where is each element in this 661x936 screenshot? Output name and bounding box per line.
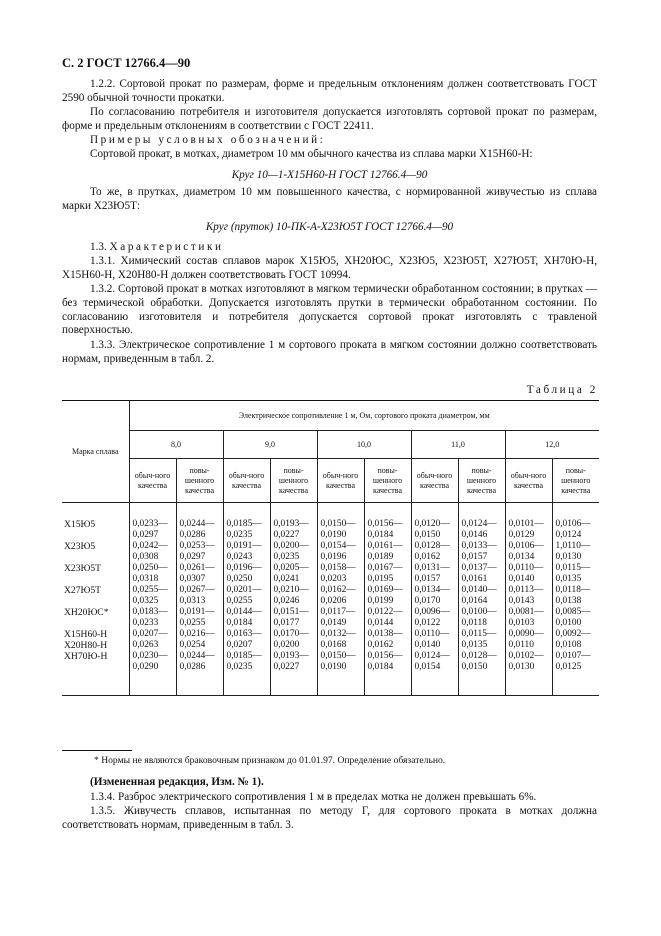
resistance-min: 0,0242— [132, 541, 168, 551]
resistance-max: 0,0189 [367, 552, 394, 562]
resistance-min: 0,0156— [367, 651, 403, 661]
resistance-table [62, 400, 599, 696]
resistance-min: 0,0253— [179, 541, 215, 551]
resistance-min: 0,0118— [555, 585, 591, 595]
resistance-cell [223, 503, 270, 542]
high-quality-header: повы-шенного качества [364, 459, 411, 503]
resistance-cell [458, 541, 505, 563]
resistance-cell [270, 541, 317, 563]
resistance-max: 0,0177 [273, 618, 300, 628]
alloy-grade: Х23Ю5Т [64, 563, 102, 574]
resistance-cell [129, 503, 176, 542]
resistance-max: 0,0286 [179, 530, 206, 540]
resistance-max: 0,0184 [367, 530, 394, 540]
resistance-min: 0,0115— [555, 563, 591, 573]
resistance-min: 0,0128— [461, 651, 497, 661]
resistance-min: 0,0230— [132, 651, 168, 661]
resistance-cell [505, 585, 552, 607]
resistance-min: 0,0193— [273, 519, 309, 529]
amendment-note: (Измененная редакция, Изм. № 1). [90, 776, 264, 788]
resistance-cell [270, 651, 317, 696]
resistance-min: 0,0132— [320, 629, 356, 639]
paragraph-1-2-2-agreement: По согласованию потребителя и изготовителя допускается изготовлять сортовой прокат по размерам, форме и предельным отклонениям в соответствии с ГОСТ 22411. [62, 106, 597, 132]
resistance-cell [364, 629, 411, 651]
resistance-min: 0,0191— [226, 541, 262, 551]
paragraph-1-3-4: 1.3.4. Разброс электрического сопротивления 1 м в пределах мотка не должен превышать 6%. [90, 791, 537, 803]
resistance-cell [270, 563, 317, 585]
resistance-min: 0,0138— [367, 629, 403, 639]
resistance-min: 0,0101— [508, 519, 544, 529]
high-quality-header: повы-шенного качества [552, 459, 599, 503]
resistance-min: 0,0124— [414, 651, 450, 661]
resistance-max: 0,0235 [273, 552, 300, 562]
resistance-min: 0,0250— [132, 563, 168, 573]
resistance-max: 0,0140 [508, 574, 535, 584]
paragraph-1-2-2: 1.2.2. Сортовой прокат по размерам, форме и предельным отклонениям должен соответствовать ГОСТ 2590 обычной точности прокатки. [62, 78, 597, 104]
resistance-max: 0,0135 [555, 574, 582, 584]
resistance-cell [270, 503, 317, 542]
resistance-cell [458, 651, 505, 696]
resistance-cell [552, 651, 599, 696]
diameter-header: 9,0 [223, 431, 317, 459]
resistance-min: 0,0167— [367, 563, 403, 573]
resistance-cell [552, 629, 599, 651]
resistance-cell [176, 607, 223, 629]
diameter-header: 12,0 [505, 431, 599, 459]
resistance-min: 0,0133— [461, 541, 497, 551]
resistance-cell [458, 585, 505, 607]
resistance-max: 0,0150 [414, 530, 441, 540]
resistance-min: 0,0137— [461, 563, 497, 573]
resistance-max: 0,0307 [179, 574, 206, 584]
resistance-min: 0,0100— [461, 607, 497, 617]
resistance-max: 0,0196 [320, 552, 347, 562]
table-row [62, 541, 599, 563]
resistance-max: 0,0203 [320, 574, 347, 584]
resistance-max: 0,0200 [273, 640, 300, 650]
resistance-max: 0,0235 [226, 662, 253, 672]
table-caption: Таблица 2 [526, 384, 598, 396]
resistance-cell [364, 541, 411, 563]
alloy-column-header: Марка сплава [62, 401, 129, 503]
resistance-cell [317, 541, 364, 563]
example-2-text: То же, в прутках, диаметром 10 мм повышенного качества, с нормированной живучестью из сплава марки Х23Ю5Т: [62, 186, 597, 212]
paragraph-1-3-2: 1.3.2. Сортовой прокат в мотках изготовляют в мягком термически обработанном состоянии; в прутках — без термической обработки. Допускается изготовлять прутки в термически обработанном состоянии. По согласованию изготовителя и потребителя допускается сортовой прокат изготовлять с травленой поверхностью. [62, 283, 597, 337]
resistance-cell [364, 585, 411, 607]
resistance-max: 0,0122 [414, 618, 441, 628]
resistance-cell [364, 563, 411, 585]
resistance-max: 0,0103 [508, 618, 535, 628]
resistance-max: 0,0164 [461, 596, 488, 606]
resistance-min: 0,0113— [508, 585, 544, 595]
resistance-min: 0,0085— [555, 607, 591, 617]
resistance-cell [129, 585, 176, 607]
resistance-cell [176, 629, 223, 651]
resistance-cell [223, 629, 270, 651]
resistance-min: 0,0096— [414, 607, 450, 617]
section-number: 1.3. [90, 241, 107, 253]
resistance-cell [552, 541, 599, 563]
resistance-min: 0,0163— [226, 629, 262, 639]
diameter-header: 8,0 [129, 431, 223, 459]
resistance-cell [129, 629, 176, 651]
resistance-cell [411, 541, 458, 563]
resistance-min: 0,0244— [179, 651, 215, 661]
alloy-grade: ХН70Ю-Н [64, 651, 108, 662]
resistance-cell [317, 503, 364, 542]
resistance-cell [129, 651, 176, 696]
resistance-min: 0,0124— [461, 519, 497, 529]
resistance-cell [505, 541, 552, 563]
resistance-max: 0,0254 [179, 640, 206, 650]
resistance-max: 0,0190 [320, 662, 347, 672]
alloy-name [62, 629, 129, 651]
resistance-max: 0,0124 [555, 530, 582, 540]
resistance-min: 0,0191— [179, 607, 215, 617]
resistance-min: 0,0117— [320, 607, 356, 617]
resistance-min: 0,0200— [273, 541, 309, 551]
table-row [62, 503, 599, 542]
resistance-cell [458, 607, 505, 629]
resistance-max: 0,0318 [132, 574, 159, 584]
example-1-text: Сортовой прокат, в мотках, диаметром 10 мм обычного качества из сплава марки Х15Н60-Н: [90, 148, 533, 160]
resistance-max: 0,0162 [414, 552, 441, 562]
resistance-cell [129, 607, 176, 629]
resistance-cell [317, 629, 364, 651]
resistance-min: 0,0106— [508, 541, 544, 551]
resistance-max: 0,0235 [226, 530, 253, 540]
resistance-min: 0,0156— [367, 519, 403, 529]
resistance-min: 0,0170— [273, 629, 309, 639]
resistance-min: 0,0158— [320, 563, 356, 573]
resistance-cell [505, 651, 552, 696]
resistance-max: 0,0144 [367, 618, 394, 628]
normal-quality-header: обыч-ного качества [317, 459, 364, 503]
resistance-min: 0,0161— [367, 541, 403, 551]
alloy-name [62, 541, 129, 563]
resistance-min: 0,0106— [555, 519, 591, 529]
resistance-min: 0,0150— [320, 519, 356, 529]
resistance-max: 0,0125 [555, 662, 582, 672]
footnote-rule [62, 750, 132, 751]
resistance-min: 0,0233— [132, 519, 168, 529]
resistance-min: 0,0110— [508, 563, 544, 573]
resistance-min: 0,0092— [555, 629, 591, 639]
resistance-min: 0,0151— [273, 607, 309, 617]
resistance-cell [223, 585, 270, 607]
resistance-cell [411, 651, 458, 696]
resistance-cell [411, 607, 458, 629]
resistance-max: 0,0108 [555, 640, 582, 650]
resistance-cell [176, 651, 223, 696]
resistance-max: 0,0162 [367, 640, 394, 650]
high-quality-header: повы-шенного качества [270, 459, 317, 503]
resistance-cell [364, 607, 411, 629]
alloy-name [62, 651, 129, 696]
resistance-max: 0,0255 [226, 596, 253, 606]
resistance-min: 0,0193— [273, 651, 309, 661]
section-1-3-heading [62, 241, 597, 255]
alloy-grade: Х15Ю5 [64, 519, 96, 530]
table-row [62, 585, 599, 607]
resistance-cell [176, 541, 223, 563]
resistance-min: 0,0128— [414, 541, 450, 551]
alloy-grade: Х23Ю5 [64, 541, 96, 552]
resistance-cell [129, 563, 176, 585]
alloy-name [62, 585, 129, 607]
resistance-max: 0,0313 [179, 596, 206, 606]
resistance-cell [505, 563, 552, 585]
resistance-min: 0,0115— [461, 629, 497, 639]
resistance-min: 0,0102— [508, 651, 544, 661]
resistance-max: 0,0297 [179, 552, 206, 562]
resistance-cell [317, 607, 364, 629]
resistance-min: 0,0144— [226, 607, 262, 617]
resistance-min: 0,0162— [320, 585, 356, 595]
normal-quality-header: обыч-ного качества [129, 459, 176, 503]
resistance-max: 0,0206 [320, 596, 347, 606]
resistance-max: 0,0118 [461, 618, 487, 628]
resistance-max: 0,0129 [508, 530, 535, 540]
resistance-max: 0,0184 [226, 618, 253, 628]
resistance-max: 0,0233 [132, 618, 159, 628]
resistance-cell [458, 503, 505, 542]
resistance-max: 0,0297 [132, 530, 159, 540]
resistance-cell [176, 563, 223, 585]
resistance-max: 0,0190 [320, 530, 347, 540]
resistance-cell [270, 607, 317, 629]
alloy-name [62, 563, 129, 585]
resistance-max: 0,0290 [132, 662, 159, 672]
resistance-cell [411, 503, 458, 542]
resistance-cell [364, 503, 411, 542]
resistance-max: 0,0135 [461, 640, 488, 650]
resistance-min: 0,0120— [414, 519, 450, 529]
resistance-min: 0,0134— [414, 585, 450, 595]
resistance-max: 0,0138 [555, 596, 582, 606]
resistance-max: 0,0130 [508, 662, 535, 672]
resistance-cell [411, 629, 458, 651]
table-row [62, 651, 599, 696]
resistance-max: 0,0157 [414, 574, 441, 584]
examples-heading: Примеры условных обозначений: [90, 134, 326, 146]
resistance-max: 0,0207 [226, 640, 253, 650]
resistance-cell [223, 607, 270, 629]
resistance-min: 0,0150— [320, 651, 356, 661]
resistance-max: 0,0263 [132, 640, 159, 650]
resistance-cell [317, 585, 364, 607]
resistance-cell [552, 503, 599, 542]
resistance-cell [176, 503, 223, 542]
resistance-max: 0,0184 [367, 662, 394, 672]
resistance-min: 0,0207— [132, 629, 168, 639]
resistance-max: 0,0199 [367, 596, 394, 606]
resistance-group-header: Электрическое сопротивление 1 м, Ом, сортового проката диаметром, мм [129, 401, 599, 431]
alloy-grade: Х15Н60-Н [64, 629, 108, 640]
resistance-max: 0,0243 [226, 552, 253, 562]
resistance-min: 0,0205— [273, 563, 309, 573]
resistance-cell [411, 585, 458, 607]
resistance-min: 1,0110— [555, 541, 591, 551]
resistance-max: 0,0255 [179, 618, 206, 628]
resistance-max: 0,0161 [461, 574, 488, 584]
normal-quality-header: обыч-ного качества [223, 459, 270, 503]
diameter-header: 10,0 [317, 431, 411, 459]
paragraph-1-3-1: 1.3.1. Химический состав сплавов марок Х15Ю5, ХН20ЮС, Х23Ю5, Х23Ю5Т, Х27Ю5Т, ХН70Ю-Н, Х15Н60-Н, Х20Н80-Н должен соответствовать ГОСТ 10994. [62, 255, 597, 281]
resistance-cell [364, 651, 411, 696]
resistance-max: 0,0149 [320, 618, 347, 628]
resistance-min: 0,0201— [226, 585, 262, 595]
resistance-cell [458, 629, 505, 651]
resistance-max: 0,0195 [367, 574, 394, 584]
resistance-min: 0,0107— [555, 651, 591, 661]
resistance-cell [552, 607, 599, 629]
high-quality-header: повы-шенного качества [176, 459, 223, 503]
resistance-min: 0,0090— [508, 629, 544, 639]
resistance-cell [505, 629, 552, 651]
resistance-cell [270, 629, 317, 651]
resistance-cell [223, 651, 270, 696]
resistance-max: 0,0154 [414, 662, 441, 672]
resistance-min: 0,0154— [320, 541, 356, 551]
alloy-name [62, 503, 129, 542]
normal-quality-header: обыч-ного качества [505, 459, 552, 503]
resistance-max: 0,0227 [273, 662, 300, 672]
resistance-max: 0,0170 [414, 596, 441, 606]
resistance-min: 0,0210— [273, 585, 309, 595]
resistance-cell [552, 563, 599, 585]
resistance-cell [176, 585, 223, 607]
resistance-min: 0,0185— [226, 651, 262, 661]
alloy-grade: Х20Н80-Н [64, 640, 108, 651]
normal-quality-header: обыч-ного качества [411, 459, 458, 503]
resistance-max: 0,0157 [461, 552, 488, 562]
resistance-max: 0,0246 [273, 596, 300, 606]
resistance-max: 0,0308 [132, 552, 159, 562]
resistance-min: 0,0267— [179, 585, 215, 595]
resistance-min: 0,0110— [414, 629, 450, 639]
resistance-max: 0,0100 [555, 618, 582, 628]
resistance-max: 0,0241 [273, 574, 300, 584]
example-1-designation: Круг 10—1-Х15Н60-Н ГОСТ 12766.4—90 [231, 169, 428, 181]
resistance-max: 0,0168 [320, 640, 347, 650]
resistance-cell [223, 563, 270, 585]
resistance-min: 0,0140— [461, 585, 497, 595]
footnote: * Нормы не являются браковочным признаком до 01.01.97. Определение обязательно. [94, 755, 446, 766]
resistance-cell [552, 585, 599, 607]
high-quality-header: повы-шенного качества [458, 459, 505, 503]
resistance-max: 0,0140 [414, 640, 441, 650]
section-title: Характеристики [109, 241, 224, 253]
paragraph-1-3-3: 1.3.3. Электрическое сопротивление 1 м сортового проката в мягком состоянии должно соответствовать нормам, приведенным в табл. 2. [62, 339, 597, 365]
resistance-max: 0,0146 [461, 530, 488, 540]
alloy-name [62, 607, 129, 629]
resistance-max: 0,0130 [555, 552, 582, 562]
resistance-max: 0,0325 [132, 596, 159, 606]
resistance-cell [458, 563, 505, 585]
resistance-cell [505, 503, 552, 542]
resistance-max: 0,0143 [508, 596, 535, 606]
page-header: С. 2 ГОСТ 12766.4—90 [62, 56, 191, 70]
resistance-min: 0,0169— [367, 585, 403, 595]
resistance-min: 0,0196— [226, 563, 262, 573]
resistance-cell [223, 541, 270, 563]
alloy-grade: Х27Ю5Т [64, 585, 102, 596]
resistance-max: 0,0286 [179, 662, 206, 672]
diameter-header: 11,0 [411, 431, 505, 459]
resistance-max: 0,0227 [273, 530, 300, 540]
resistance-max: 0,0150 [461, 662, 488, 672]
resistance-max: 0,0110 [508, 640, 534, 650]
resistance-cell [129, 541, 176, 563]
resistance-cell [270, 585, 317, 607]
resistance-min: 0,0122— [367, 607, 403, 617]
resistance-min: 0,0255— [132, 585, 168, 595]
resistance-cell [317, 563, 364, 585]
resistance-min: 0,0244— [179, 519, 215, 529]
resistance-min: 0,0261— [179, 563, 215, 573]
table-row [62, 607, 599, 629]
resistance-max: 0,0250 [226, 574, 253, 584]
table-row [62, 629, 599, 651]
alloy-grade: ХН20ЮС* [64, 607, 109, 618]
resistance-cell [505, 607, 552, 629]
resistance-min: 0,0216— [179, 629, 215, 639]
resistance-cell [411, 563, 458, 585]
paragraph-1-3-5: 1.3.5. Живучесть сплавов, испытанная по методу Г, для сортового проката в мотках должна соответствовать нормам, приведенным в табл. 3. [62, 805, 597, 831]
resistance-cell [317, 651, 364, 696]
resistance-min: 0,0081— [508, 607, 544, 617]
example-2-designation: Круг (пруток) 10-ПК-А-Х23Ю5Т ГОСТ 12766.4—90 [205, 221, 454, 233]
resistance-min: 0,0183— [132, 607, 168, 617]
resistance-max: 0,0134 [508, 552, 535, 562]
resistance-min: 0,0131— [414, 563, 450, 573]
resistance-min: 0,0185— [226, 519, 262, 529]
table-row [62, 563, 599, 585]
